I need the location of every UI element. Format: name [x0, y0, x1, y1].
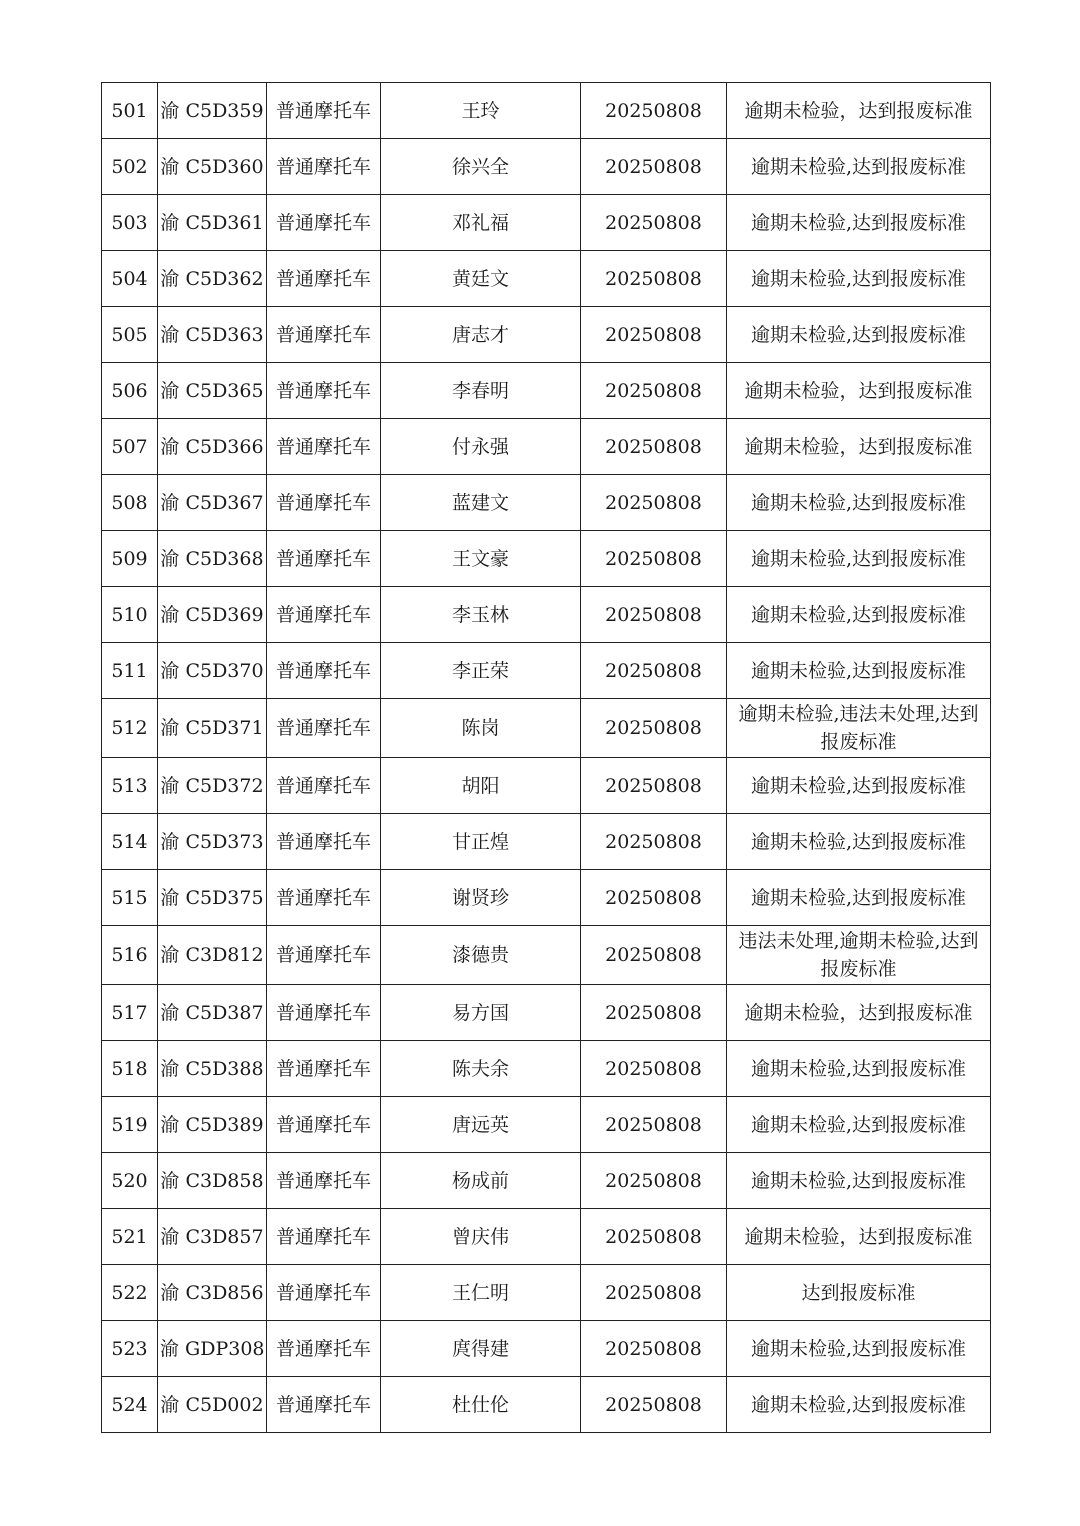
status-reason: 逾期未检验，达到报废标准 [727, 363, 991, 419]
vehicle-type: 普通摩托车 [267, 587, 381, 643]
notice-date: 20250808 [581, 83, 727, 139]
notice-date: 20250808 [581, 307, 727, 363]
status-reason: 逾期未检验,达到报废标准 [727, 195, 991, 251]
status-reason: 逾期未检验,达到报废标准 [727, 1377, 991, 1433]
notice-date: 20250808 [581, 587, 727, 643]
owner-name: 杜仕伦 [381, 1377, 581, 1433]
notice-date: 20250808 [581, 926, 727, 985]
vehicle-type: 普通摩托车 [267, 1321, 381, 1377]
status-reason: 逾期未检验,达到报废标准 [727, 475, 991, 531]
plate-number: 渝 C5D372 [158, 758, 267, 814]
owner-name: 漆德贵 [381, 926, 581, 985]
plate-number: 渝 C5D365 [158, 363, 267, 419]
table-row [102, 758, 991, 814]
vehicle-type: 普通摩托车 [267, 1097, 381, 1153]
row-number: 518 [102, 1041, 158, 1097]
notice-date: 20250808 [581, 758, 727, 814]
row-number: 517 [102, 985, 158, 1041]
status-reason: 达到报废标准 [727, 1265, 991, 1321]
row-number: 515 [102, 870, 158, 926]
plate-number: 渝 C5D367 [158, 475, 267, 531]
table-row [102, 531, 991, 587]
row-number: 510 [102, 587, 158, 643]
vehicle-type: 普通摩托车 [267, 531, 381, 587]
table-row [102, 1377, 991, 1433]
owner-name: 曾庆伟 [381, 1209, 581, 1265]
vehicle-type: 普通摩托车 [267, 195, 381, 251]
owner-name: 王文豪 [381, 531, 581, 587]
vehicle-type: 普通摩托车 [267, 363, 381, 419]
owner-name: 李春明 [381, 363, 581, 419]
owner-name: 庹得建 [381, 1321, 581, 1377]
owner-name: 唐志才 [381, 307, 581, 363]
status-reason: 逾期未检验,达到报废标准 [727, 1097, 991, 1153]
notice-date: 20250808 [581, 195, 727, 251]
notice-date: 20250808 [581, 251, 727, 307]
row-number: 506 [102, 363, 158, 419]
vehicle-type: 普通摩托车 [267, 814, 381, 870]
status-reason: 逾期未检验,达到报废标准 [727, 251, 991, 307]
status-reason: 逾期未检验,违法未处理,达到报废标准 [727, 699, 991, 758]
status-reason: 逾期未检验，达到报废标准 [727, 1209, 991, 1265]
table-row [102, 814, 991, 870]
owner-name: 杨成前 [381, 1153, 581, 1209]
status-reason: 逾期未检验,达到报废标准 [727, 1321, 991, 1377]
notice-date: 20250808 [581, 699, 727, 758]
row-number: 523 [102, 1321, 158, 1377]
table-row [102, 926, 991, 985]
owner-name: 陈夫余 [381, 1041, 581, 1097]
vehicle-type: 普通摩托车 [267, 251, 381, 307]
row-number: 524 [102, 1377, 158, 1433]
owner-name: 唐远英 [381, 1097, 581, 1153]
notice-date: 20250808 [581, 870, 727, 926]
vehicle-type: 普通摩托车 [267, 643, 381, 699]
row-number: 512 [102, 699, 158, 758]
notice-date: 20250808 [581, 139, 727, 195]
table-row [102, 1097, 991, 1153]
plate-number: 渝 C5D002 [158, 1377, 267, 1433]
vehicle-type: 普通摩托车 [267, 870, 381, 926]
owner-name: 黄廷文 [381, 251, 581, 307]
owner-name: 李正荣 [381, 643, 581, 699]
plate-number: 渝 C5D359 [158, 83, 267, 139]
row-number: 511 [102, 643, 158, 699]
notice-date: 20250808 [581, 1153, 727, 1209]
table-row [102, 643, 991, 699]
vehicle-type: 普通摩托车 [267, 985, 381, 1041]
table-row [102, 699, 991, 758]
table-row [102, 251, 991, 307]
vehicle-type: 普通摩托车 [267, 83, 381, 139]
vehicle-scrap-table [101, 82, 991, 1433]
status-reason: 逾期未检验,达到报废标准 [727, 307, 991, 363]
table-row [102, 139, 991, 195]
row-number: 505 [102, 307, 158, 363]
owner-name: 胡阳 [381, 758, 581, 814]
notice-date: 20250808 [581, 1209, 727, 1265]
plate-number: 渝 C5D369 [158, 587, 267, 643]
table-row [102, 1153, 991, 1209]
row-number: 514 [102, 814, 158, 870]
vehicle-type: 普通摩托车 [267, 1377, 381, 1433]
vehicle-type: 普通摩托车 [267, 139, 381, 195]
row-number: 522 [102, 1265, 158, 1321]
plate-number: 渝 C5D387 [158, 985, 267, 1041]
row-number: 520 [102, 1153, 158, 1209]
vehicle-type: 普通摩托车 [267, 1041, 381, 1097]
status-reason: 逾期未检验,达到报废标准 [727, 814, 991, 870]
plate-number: 渝 C5D363 [158, 307, 267, 363]
owner-name: 王玲 [381, 83, 581, 139]
table-row [102, 475, 991, 531]
notice-date: 20250808 [581, 643, 727, 699]
vehicle-type: 普通摩托车 [267, 699, 381, 758]
row-number: 519 [102, 1097, 158, 1153]
owner-name: 徐兴全 [381, 139, 581, 195]
table-row [102, 1209, 991, 1265]
plate-number: 渝 C5D360 [158, 139, 267, 195]
notice-date: 20250808 [581, 1321, 727, 1377]
status-reason: 逾期未检验,达到报废标准 [727, 1041, 991, 1097]
vehicle-type: 普通摩托车 [267, 307, 381, 363]
plate-number: 渝 C3D812 [158, 926, 267, 985]
row-number: 503 [102, 195, 158, 251]
plate-number: 渝 C5D361 [158, 195, 267, 251]
owner-name: 付永强 [381, 419, 581, 475]
table-row [102, 985, 991, 1041]
status-reason: 逾期未检验,达到报废标准 [727, 643, 991, 699]
row-number: 502 [102, 139, 158, 195]
table-row [102, 1321, 991, 1377]
row-number: 504 [102, 251, 158, 307]
plate-number: 渝 C3D857 [158, 1209, 267, 1265]
vehicle-type: 普通摩托车 [267, 419, 381, 475]
plate-number: 渝 C5D362 [158, 251, 267, 307]
notice-date: 20250808 [581, 363, 727, 419]
status-reason: 逾期未检验,达到报废标准 [727, 1153, 991, 1209]
plate-number: 渝 C3D856 [158, 1265, 267, 1321]
plate-number: 渝 C5D371 [158, 699, 267, 758]
notice-date: 20250808 [581, 531, 727, 587]
plate-number: 渝 C5D373 [158, 814, 267, 870]
owner-name: 王仁明 [381, 1265, 581, 1321]
status-reason: 逾期未检验，达到报废标准 [727, 985, 991, 1041]
notice-date: 20250808 [581, 475, 727, 531]
notice-date: 20250808 [581, 985, 727, 1041]
plate-number: 渝 C3D858 [158, 1153, 267, 1209]
status-reason: 逾期未检验,达到报废标准 [727, 758, 991, 814]
owner-name: 蓝建文 [381, 475, 581, 531]
notice-date: 20250808 [581, 1377, 727, 1433]
vehicle-type: 普通摩托车 [267, 1209, 381, 1265]
status-reason: 逾期未检验,达到报废标准 [727, 531, 991, 587]
notice-date: 20250808 [581, 1041, 727, 1097]
plate-number: 渝 C5D388 [158, 1041, 267, 1097]
row-number: 507 [102, 419, 158, 475]
owner-name: 谢贤珍 [381, 870, 581, 926]
owner-name: 甘正煌 [381, 814, 581, 870]
table-row [102, 1265, 991, 1321]
vehicle-type: 普通摩托车 [267, 1265, 381, 1321]
plate-number: 渝 C5D368 [158, 531, 267, 587]
status-reason: 违法未处理,逾期未检验,达到报废标准 [727, 926, 991, 985]
plate-number: 渝 C5D366 [158, 419, 267, 475]
owner-name: 李玉林 [381, 587, 581, 643]
row-number: 516 [102, 926, 158, 985]
notice-date: 20250808 [581, 814, 727, 870]
table-row [102, 83, 991, 139]
row-number: 501 [102, 83, 158, 139]
row-number: 513 [102, 758, 158, 814]
notice-date: 20250808 [581, 1097, 727, 1153]
notice-date: 20250808 [581, 419, 727, 475]
row-number: 521 [102, 1209, 158, 1265]
notice-date: 20250808 [581, 1265, 727, 1321]
plate-number: 渝 C5D375 [158, 870, 267, 926]
vehicle-type: 普通摩托车 [267, 475, 381, 531]
row-number: 508 [102, 475, 158, 531]
status-reason: 逾期未检验,达到报废标准 [727, 870, 991, 926]
owner-name: 邓礼福 [381, 195, 581, 251]
status-reason: 逾期未检验，达到报废标准 [727, 419, 991, 475]
vehicle-type: 普通摩托车 [267, 1153, 381, 1209]
table-row [102, 587, 991, 643]
table-row [102, 1041, 991, 1097]
owner-name: 易方国 [381, 985, 581, 1041]
table-row [102, 363, 991, 419]
row-number: 509 [102, 531, 158, 587]
table-row [102, 195, 991, 251]
plate-number: 渝 C5D370 [158, 643, 267, 699]
table-row [102, 307, 991, 363]
plate-number: 渝 C5D389 [158, 1097, 267, 1153]
vehicle-type: 普通摩托车 [267, 926, 381, 985]
table-row [102, 870, 991, 926]
table-row [102, 419, 991, 475]
vehicle-type: 普通摩托车 [267, 758, 381, 814]
plate-number: 渝 GDP308 [158, 1321, 267, 1377]
status-reason: 逾期未检验，达到报废标准 [727, 83, 991, 139]
owner-name: 陈岗 [381, 699, 581, 758]
status-reason: 逾期未检验,达到报废标准 [727, 139, 991, 195]
status-reason: 逾期未检验,达到报废标准 [727, 587, 991, 643]
